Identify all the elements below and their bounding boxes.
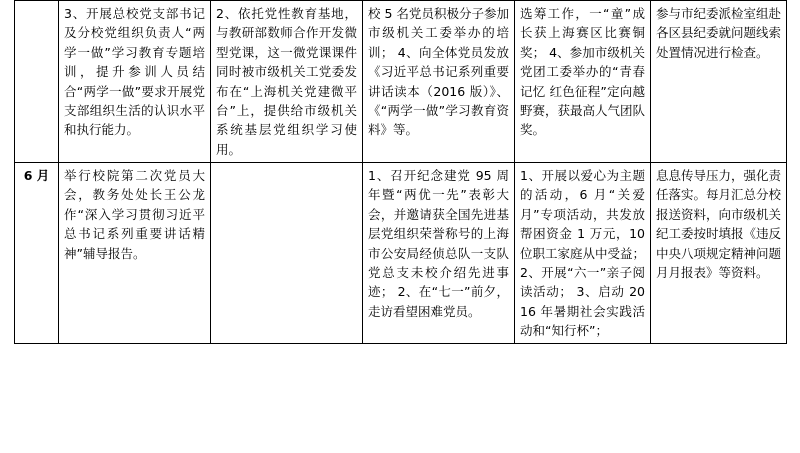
row-cell-care-activities	[515, 163, 651, 344]
row-cell-inspection	[651, 1, 787, 163]
row-cell-training	[363, 1, 515, 163]
row-cell-party-education	[59, 1, 211, 163]
cell-text: 1、开展以爱心为主题的活动，6 月“关爱月”专项活动，共发放帮困资金 1 万元，10 位职工家庭从中受益； 2、开展“六一”亲子阅读活动； 3、启动 2016 年暑期社会实践活动和“知行杯”；	[520, 168, 646, 338]
row-cell-youth-league	[515, 1, 651, 163]
cell-text: 1、召开纪念建党 95 周年暨“两优一先”表彰大会，并邀请获全国先进基层党组织荣誉称号的上海市公安局经侦总队一支队党总支未校介绍先进事迹； 2、在“七一”前夕，走访看望困难党员。	[368, 168, 509, 319]
cell-text: 2、依托党性教育基地，与教研部数师合作开发微型党课，这一微党课课件同时被市级机关工党委发布在“上海机关党建微平台”上，提供给市级机关系统基层党组织学习使用。	[216, 6, 357, 157]
cell-text: 息息传导压力，强化责任落实。每月汇总分校报送资料，向市级机关纪工委按时填报《违反中央八项规定精神问题月月报表》等资料。	[656, 168, 782, 280]
work-schedule-table	[14, 0, 787, 344]
cell-text: 参与市纪委派检室组赴各区县纪委就问题线索处置情况进行检查。	[656, 6, 782, 60]
cell-text: 举行校院第二次党员大会，教务处处长王公龙作“深入学习贯彻习近平总书记系列重要讲话精神”辅导报告。	[64, 168, 205, 261]
row-month-cell: 6 月	[15, 163, 59, 344]
cell-text: 选筹工作，一“童”成长获上海赛区比赛铜奖； 4、参加市级机关党团工委举办的“青春记忆 红色征程”定向越野赛，获最高人气团队奖。	[520, 6, 646, 138]
table-row	[15, 163, 787, 344]
row-cell-monthly-report	[651, 163, 787, 344]
cell-text: 校 5 名党员积极分子参加市级机关工委举办的培训； 4、向全体党员发放《习近平总书记系列重要讲话读本（2016 版）》、《“两学一做”学习教育资料》等。	[368, 6, 509, 138]
cell-text: 3、开展总校党支部书记及分校党组织负责人“两学一做”学习教育专题培训，提升参训人员结合“两学一做”要求开展党支部组织生活的认识水平和执行能力。	[64, 6, 205, 138]
row-cell-empty	[211, 163, 363, 344]
row-cell-micro-lesson	[211, 1, 363, 163]
table-row	[15, 1, 787, 163]
row-month-cell	[15, 1, 59, 163]
row-cell-party-congress	[59, 163, 211, 344]
row-cell-anniversary	[363, 163, 515, 344]
